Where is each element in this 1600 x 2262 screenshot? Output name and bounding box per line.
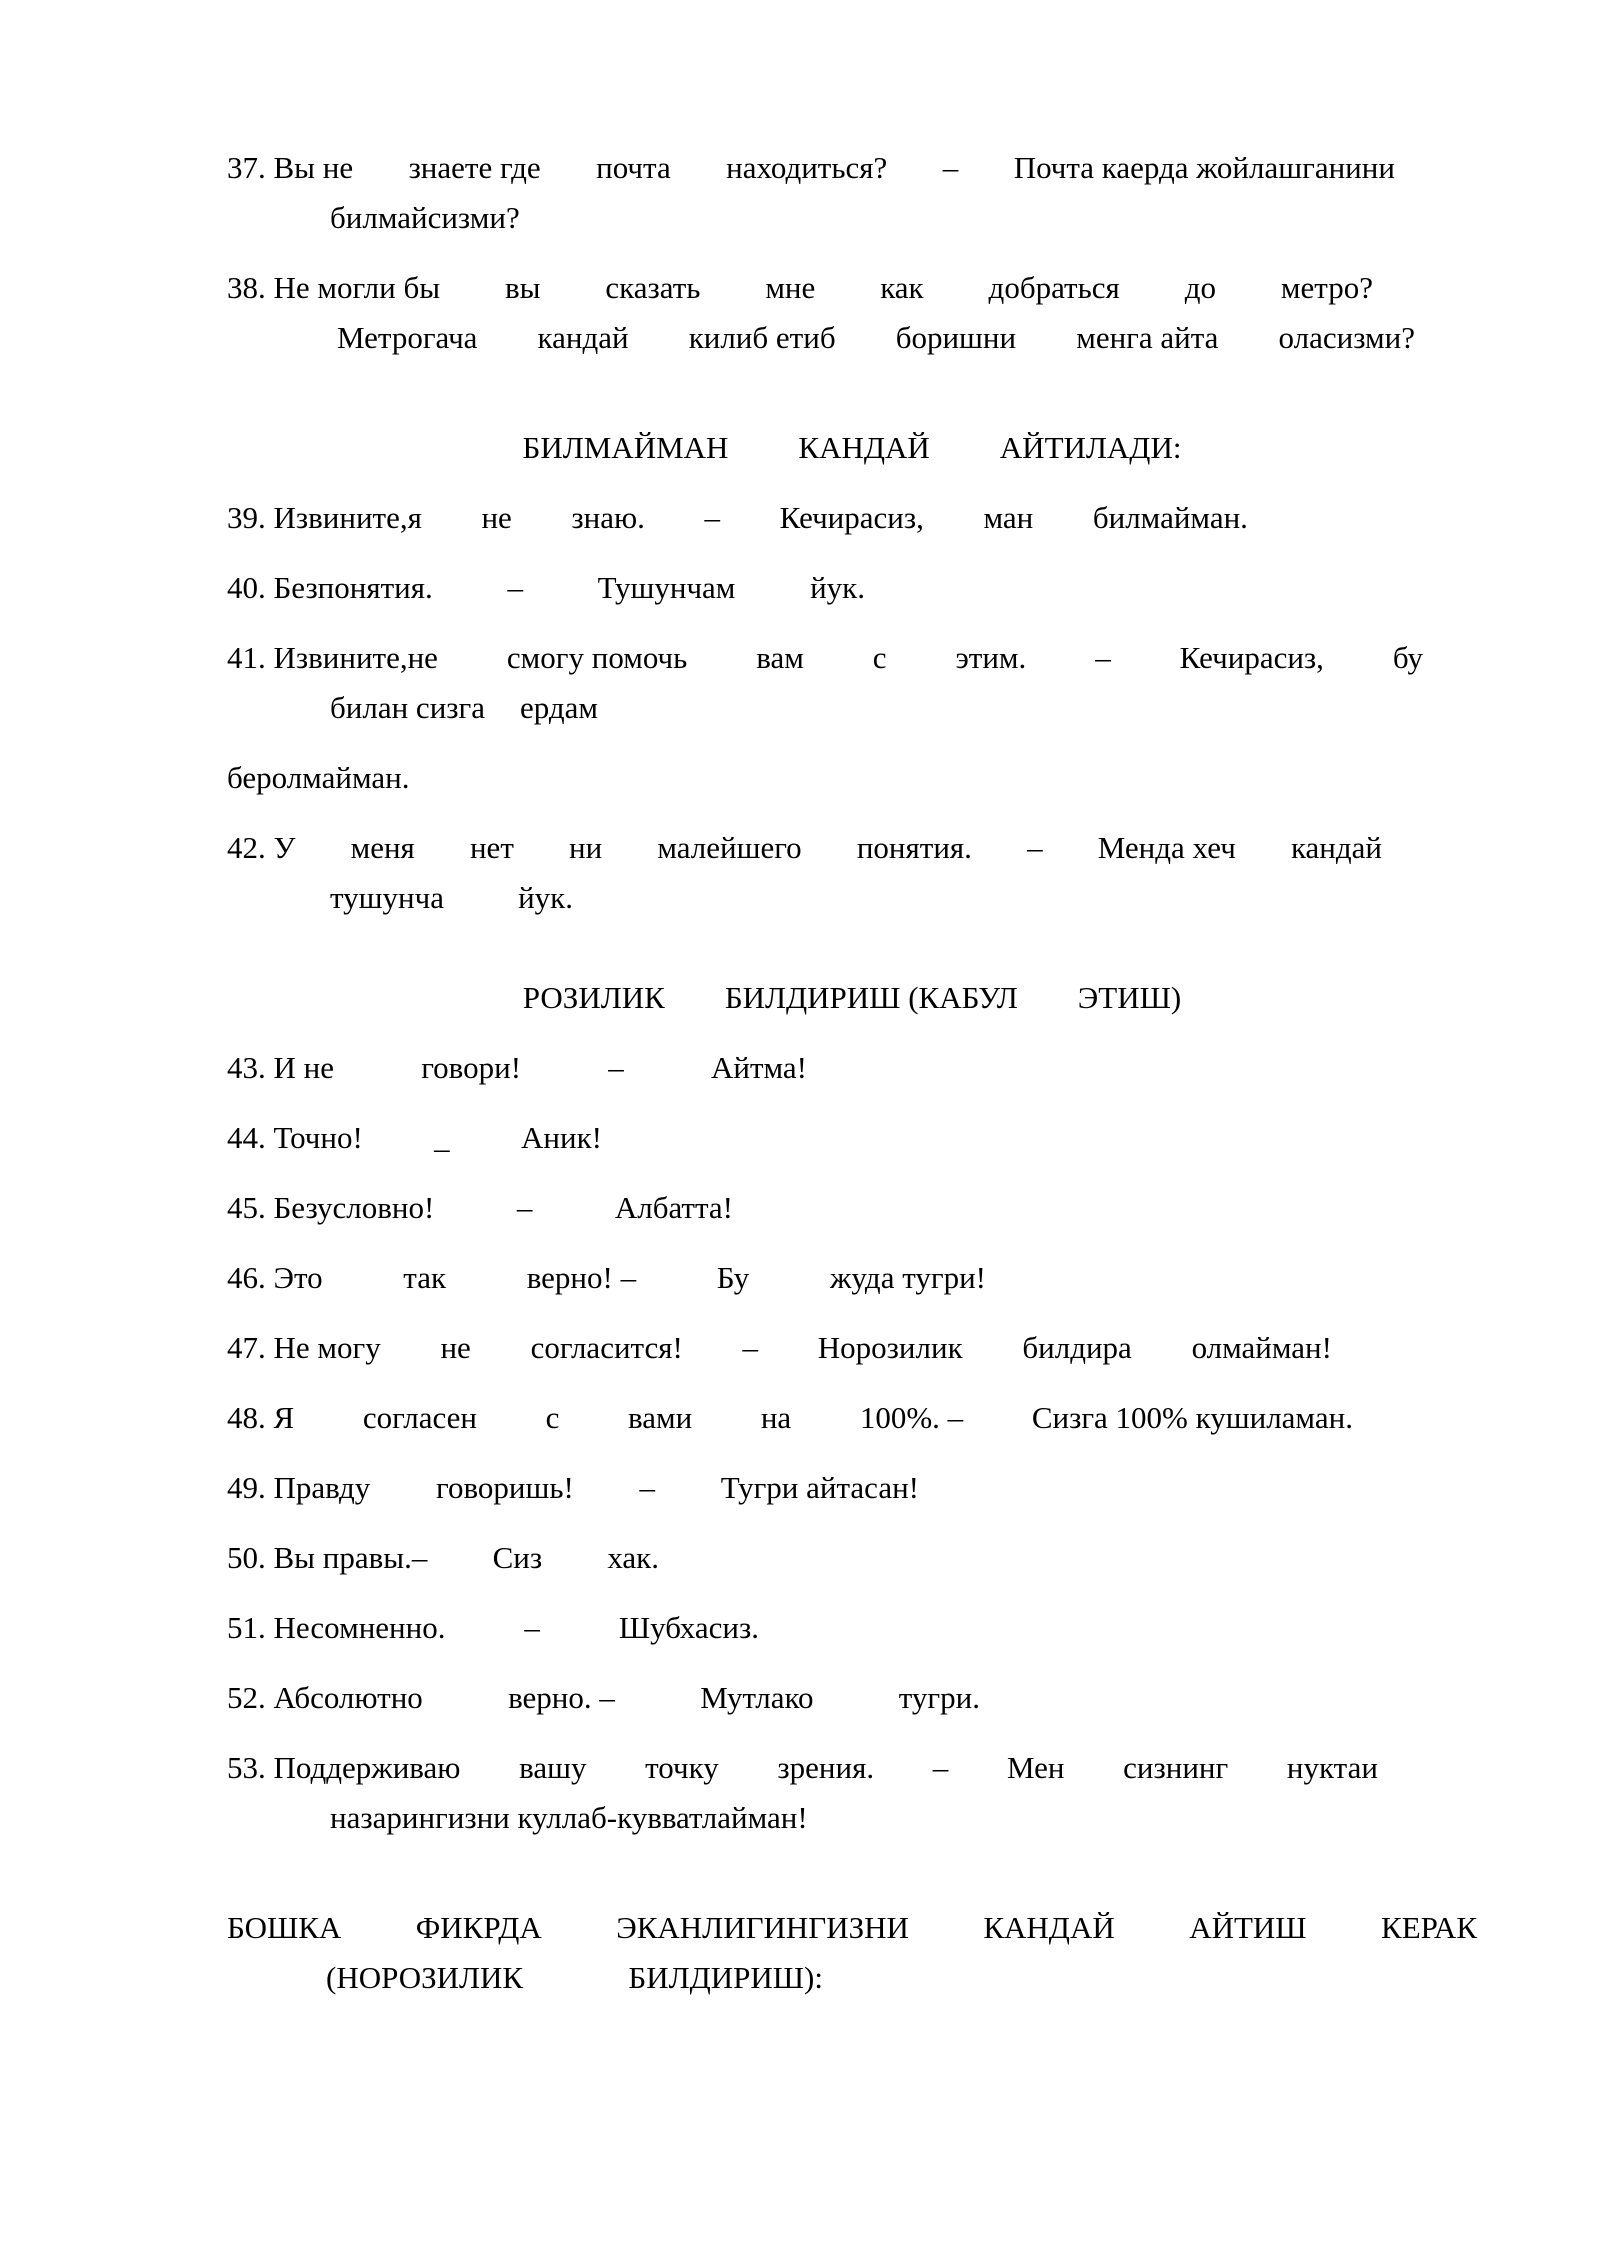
text-line bbox=[227, 1113, 602, 1163]
text-segment: зрения. bbox=[777, 1750, 875, 1785]
text-segment: Я bbox=[273, 1400, 295, 1435]
text-segment: жуда тугри! bbox=[829, 1260, 986, 1295]
text-segment: йук. bbox=[518, 880, 573, 915]
text-line bbox=[227, 1603, 759, 1653]
text-segment: билан сизга bbox=[330, 690, 485, 725]
phrase-item-46 bbox=[227, 1253, 1477, 1303]
text-segment: У bbox=[273, 830, 296, 865]
text-segment: менга айта bbox=[1076, 320, 1219, 355]
text-segment: Точно! bbox=[273, 1120, 363, 1155]
text-line bbox=[227, 493, 1248, 543]
text-segment: Несомненно. bbox=[273, 1610, 446, 1645]
text-segment: этим. bbox=[955, 640, 1027, 675]
text-segment: – bbox=[932, 1750, 949, 1785]
text-segment: понятия. bbox=[856, 830, 972, 865]
text-segment bbox=[227, 1603, 445, 1653]
text-line bbox=[227, 1903, 1477, 1953]
text-segment: РОЗИЛИК bbox=[522, 980, 665, 1015]
text-segment: добраться bbox=[988, 270, 1120, 305]
text-segment: Поддерживаю bbox=[273, 1750, 461, 1785]
text-segment bbox=[227, 1183, 434, 1233]
text-segment: Норозилик bbox=[817, 1330, 963, 1365]
text-segment: Извините,не bbox=[273, 640, 438, 675]
text-segment: вами bbox=[628, 1400, 693, 1435]
text-segment bbox=[227, 823, 295, 873]
text-segment: Менда хеч bbox=[1097, 830, 1236, 865]
item-number: 45. bbox=[227, 1190, 266, 1225]
text-segment: сказать bbox=[605, 270, 701, 305]
text-segment bbox=[227, 1673, 423, 1723]
text-segment: Аник! bbox=[521, 1120, 602, 1155]
text-segment: олмайман! bbox=[1191, 1330, 1332, 1365]
text-line bbox=[227, 823, 1382, 873]
text-segment: БИЛДИРИШ (КАБУЛ bbox=[724, 980, 1018, 1015]
item-number: 48. bbox=[227, 1400, 266, 1435]
text-segment: – bbox=[608, 1050, 624, 1085]
text-segment: ердам bbox=[520, 690, 598, 725]
text-segment: Бу bbox=[716, 1260, 750, 1295]
text-segment: малейшего bbox=[657, 830, 802, 865]
text-line bbox=[227, 1183, 733, 1233]
text-line bbox=[227, 1743, 1378, 1793]
phrase-item-43 bbox=[227, 1043, 1477, 1093]
item-number: 47. bbox=[227, 1330, 266, 1365]
text-segment: мне bbox=[765, 270, 816, 305]
text-segment: Абсолютно bbox=[273, 1680, 423, 1715]
phrase-item-53 bbox=[227, 1743, 1477, 1843]
text-line bbox=[227, 1533, 659, 1583]
text-segment: Не могли бы bbox=[273, 270, 441, 305]
item-number: 51. bbox=[227, 1610, 266, 1645]
item-number: 53. bbox=[227, 1750, 266, 1785]
text-segment: с bbox=[545, 1400, 560, 1435]
text-segment: КАНДАЙ bbox=[983, 1910, 1115, 1945]
phrase-item-39 bbox=[227, 493, 1477, 543]
text-segment: Это bbox=[273, 1260, 323, 1295]
text-segment bbox=[227, 1393, 294, 1443]
text-segment: Шубхасиз. bbox=[618, 1610, 759, 1645]
text-segment: Тугри айтасан! bbox=[720, 1470, 919, 1505]
text-segment: вашу bbox=[519, 1750, 587, 1785]
text-segment: говори! bbox=[421, 1050, 522, 1085]
item-number: 46. bbox=[227, 1260, 266, 1295]
text-line bbox=[227, 973, 1477, 1023]
text-line bbox=[227, 1323, 1332, 1373]
text-segment: Вы не bbox=[273, 150, 354, 185]
text-segment: Мутлако bbox=[700, 1680, 814, 1715]
text-segment: Не могу bbox=[273, 1330, 381, 1365]
phrase-item-45 bbox=[227, 1183, 1477, 1233]
item-number: 44. bbox=[227, 1120, 266, 1155]
text-segment bbox=[227, 1253, 323, 1303]
text-segment: как bbox=[880, 270, 924, 305]
text-segment: КЕРАК bbox=[1381, 1910, 1477, 1945]
text-line bbox=[337, 313, 1415, 363]
text-segment: – bbox=[524, 1610, 540, 1645]
text-line bbox=[227, 753, 1477, 803]
text-segment: смогу помочь bbox=[506, 640, 688, 675]
text-line bbox=[330, 683, 598, 733]
phrase-item-49 bbox=[227, 1463, 1477, 1513]
text-segment: сизнинг bbox=[1123, 1750, 1229, 1785]
text-segment: точку bbox=[645, 1750, 719, 1785]
phrase-item-51 bbox=[227, 1603, 1477, 1653]
text-segment: так bbox=[403, 1260, 447, 1295]
text-segment bbox=[227, 1743, 460, 1793]
text-segment: Кечирасиз, bbox=[1179, 640, 1324, 675]
text-line bbox=[227, 1393, 1353, 1443]
text-segment: АЙТИШ bbox=[1189, 1910, 1307, 1945]
text-segment: тушунча bbox=[330, 880, 444, 915]
text-segment: билмайман. bbox=[1092, 500, 1248, 535]
phrase-item-38 bbox=[227, 263, 1477, 363]
text-segment: Мен bbox=[1006, 1750, 1065, 1785]
text-segment: верно! – bbox=[526, 1260, 637, 1295]
text-segment: БИЛМАЙМАН bbox=[522, 430, 729, 465]
text-segment: боришни bbox=[895, 320, 1017, 355]
text-segment: бу bbox=[1392, 640, 1423, 675]
text-segment bbox=[227, 1323, 381, 1373]
text-line bbox=[330, 873, 573, 923]
item-number: 41. bbox=[227, 640, 266, 675]
text-segment: – bbox=[507, 570, 523, 605]
text-segment: не bbox=[481, 500, 512, 535]
text-segment: не bbox=[440, 1330, 471, 1365]
item-number: 37. bbox=[227, 150, 266, 185]
text-segment: вам bbox=[756, 640, 804, 675]
text-segment: – bbox=[942, 150, 959, 185]
text-segment: верно. – bbox=[508, 1680, 615, 1715]
text-segment: Извините,я bbox=[273, 500, 422, 535]
phrase-item-37 bbox=[227, 143, 1477, 243]
text-segment: Тушунчам bbox=[597, 570, 736, 605]
phrase-item-42 bbox=[227, 823, 1477, 923]
text-segment: Вы правы.– bbox=[273, 1540, 428, 1575]
text-segment: с bbox=[872, 640, 887, 675]
text-segment: оласизми? bbox=[1278, 320, 1415, 355]
item-number: 39. bbox=[227, 500, 266, 535]
text-segment bbox=[227, 263, 440, 313]
text-line bbox=[227, 1253, 986, 1303]
text-segment: беролмайман. bbox=[227, 760, 410, 795]
text-line bbox=[330, 193, 1477, 243]
item-number: 49. bbox=[227, 1470, 266, 1505]
text-segment: БИЛДИРИШ): bbox=[628, 1960, 823, 1995]
text-segment: АЙТИЛАДИ: bbox=[999, 430, 1182, 465]
text-segment: – bbox=[516, 1190, 533, 1225]
item-number: 42. bbox=[227, 830, 266, 865]
text-segment: ЭКАНЛИГИНГИЗНИ bbox=[616, 1910, 909, 1945]
text-segment: до bbox=[1184, 270, 1216, 305]
text-segment: знаю. bbox=[571, 500, 645, 535]
item-number: 38. bbox=[227, 270, 266, 305]
text-segment: хак. bbox=[607, 1540, 659, 1575]
phrase-item-50 bbox=[227, 1533, 1477, 1583]
section-heading bbox=[227, 1903, 1477, 2003]
text-segment: 100%. – bbox=[859, 1400, 964, 1435]
text-segment: _ bbox=[434, 1120, 450, 1155]
item-number: 52. bbox=[227, 1680, 266, 1715]
text-segment: Сизга 100% кушиламан. bbox=[1031, 1400, 1353, 1435]
text-segment: – bbox=[1095, 640, 1111, 675]
text-segment: назарингизни куллаб-кувватлайман! bbox=[330, 1800, 808, 1835]
text-segment: Кечирасиз, bbox=[779, 500, 924, 535]
text-segment: – bbox=[742, 1330, 759, 1365]
text-segment: БОШКА bbox=[227, 1910, 342, 1945]
text-segment: кандай bbox=[537, 320, 629, 355]
text-segment: тугри. bbox=[898, 1680, 980, 1715]
text-segment: находиться? bbox=[726, 150, 888, 185]
text-segment: почта bbox=[596, 150, 671, 185]
text-segment: кандай bbox=[1290, 830, 1382, 865]
text-segment: Безусловно! bbox=[273, 1190, 435, 1225]
phrase-item-41 bbox=[227, 633, 1477, 733]
text-segment: Почта каерда жойлашганини bbox=[1013, 150, 1395, 185]
text-line bbox=[227, 423, 1477, 473]
text-segment: – bbox=[1027, 830, 1043, 865]
text-segment: Правду bbox=[273, 1470, 371, 1505]
text-segment: билмайсизми? bbox=[330, 200, 520, 235]
text-segment: Сиз bbox=[492, 1540, 543, 1575]
text-segment bbox=[227, 1113, 363, 1163]
text-segment bbox=[227, 1043, 334, 1093]
text-segment: килиб етиб bbox=[688, 320, 836, 355]
text-segment bbox=[227, 143, 353, 193]
text-segment: йук. bbox=[810, 570, 865, 605]
text-line bbox=[330, 1793, 1477, 1843]
text-line bbox=[227, 263, 1373, 313]
text-segment: Албатта! bbox=[614, 1190, 733, 1225]
text-segment bbox=[227, 1533, 427, 1583]
text-segment: ФИКРДА bbox=[415, 1910, 542, 1945]
text-segment: нет bbox=[469, 830, 514, 865]
text-segment: (НОРОЗИЛИК bbox=[326, 1960, 524, 1995]
text-segment: говоришь! bbox=[436, 1470, 574, 1505]
text-segment: знаете где bbox=[408, 150, 541, 185]
text-line bbox=[227, 633, 1423, 683]
text-segment: ман bbox=[983, 500, 1034, 535]
text-segment: – bbox=[704, 500, 721, 535]
text-line bbox=[227, 143, 1395, 193]
text-segment: на bbox=[760, 1400, 792, 1435]
text-segment: – bbox=[639, 1470, 655, 1505]
phrase-item-44 bbox=[227, 1113, 1477, 1163]
text-line bbox=[227, 1673, 980, 1723]
text-segment: вы bbox=[505, 270, 541, 305]
text-segment bbox=[227, 493, 422, 543]
text-segment bbox=[227, 1463, 370, 1513]
section-heading bbox=[227, 973, 1477, 1023]
item-number: 40. bbox=[227, 570, 266, 605]
text-paragraph bbox=[227, 753, 1477, 803]
text-line bbox=[227, 1043, 807, 1093]
phrase-item-48 bbox=[227, 1393, 1477, 1443]
item-number: 43. bbox=[227, 1050, 266, 1085]
text-segment: ЭТИШ) bbox=[1077, 980, 1182, 1015]
text-segment: Айтма! bbox=[710, 1050, 807, 1085]
text-segment: согласится! bbox=[530, 1330, 683, 1365]
phrase-item-47 bbox=[227, 1323, 1477, 1373]
phrase-item-40 bbox=[227, 563, 1477, 613]
phrase-item-52 bbox=[227, 1673, 1477, 1723]
text-segment: ни bbox=[569, 830, 603, 865]
text-segment: Метрогача bbox=[337, 320, 478, 355]
text-segment: Безпонятия. bbox=[273, 570, 433, 605]
text-segment bbox=[227, 563, 433, 613]
text-segment bbox=[227, 633, 438, 683]
text-segment: меня bbox=[350, 830, 415, 865]
text-segment: билдира bbox=[1022, 1330, 1132, 1365]
text-line bbox=[326, 1953, 823, 2003]
text-segment: нуктаи bbox=[1286, 1750, 1378, 1785]
section-heading bbox=[227, 423, 1477, 473]
text-segment: согласен bbox=[362, 1400, 477, 1435]
text-segment: метро? bbox=[1280, 270, 1373, 305]
text-line bbox=[227, 563, 865, 613]
item-number: 50. bbox=[227, 1540, 266, 1575]
text-line bbox=[227, 1463, 919, 1513]
text-segment: И не bbox=[273, 1050, 334, 1085]
text-segment: КАНДАЙ bbox=[798, 430, 930, 465]
